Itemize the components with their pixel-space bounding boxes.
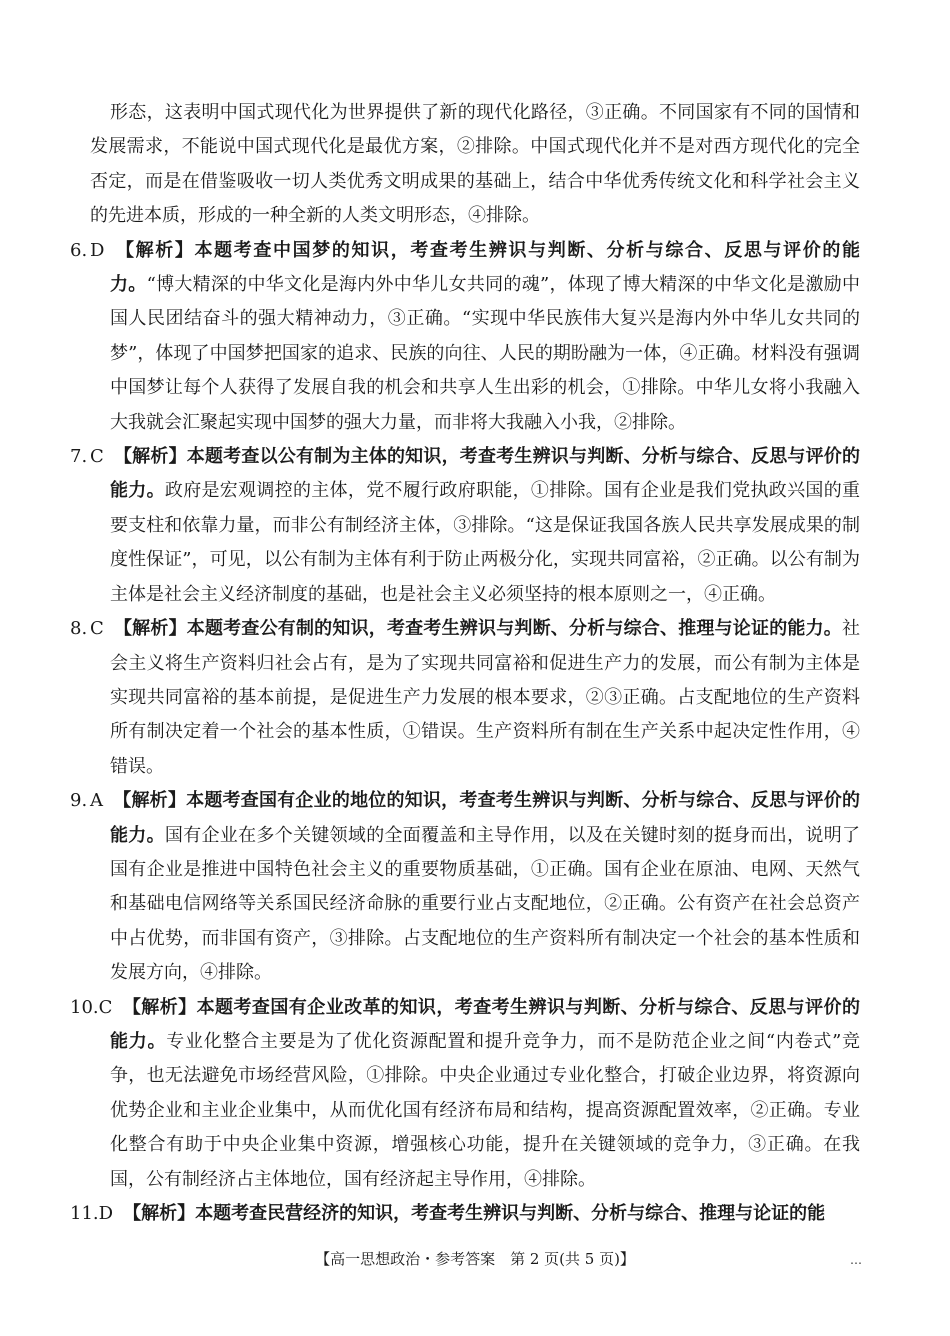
item-text: 形态，这表明中国式现代化为世界提供了新的现代化路径，③正确。不同国家有不同的国情和发展需求，不能说中国式现代化是最优方案，②排除。中国式现代化并不是对西方现代化的完全否定，而是在借鉴吸收一切人类优秀文明成果的基础上，结合中华优秀传统文化和科学社会主义的先进本质，形成的一种全新的人类文明形态，④排除。 bbox=[90, 102, 860, 227]
item-analysis-head: 【解析】本题考查民营经济的知识，考查考生辨识与判断、分析与综合、推理与论证的能 bbox=[123, 1203, 826, 1224]
answer-content bbox=[70, 96, 861, 1231]
item-analysis-head: 【解析】本题考查国有企业改革的知识，考查考生辨识与判断、分析与综合、反思与评价的能力。 bbox=[110, 996, 860, 1052]
item-analysis-head: 【解析】本题考查公有制的知识，考查考生辨识与判断、分析与综合、推理与论证的能力。 bbox=[113, 618, 842, 640]
answer-item-5-continuation bbox=[90, 96, 860, 234]
item-text: 专业化整合主要是为了优化资源配置和提升竞争力，而不是防范企业之间“内卷式”竞争，也无法避免市场经营风险，①排除。中央企业通过专业化整合，打破企业边界，将资源向优势企业和主业企业集中，从而优化国有经济布局和结构，提高资源配置效率，②正确。专业化整合有助于中央企业集中资源，增强核心功能，提升在关键领域的竞争力，③正确。在我国，公有制经济占主体地位，国有经济起主导作用，④排除。 bbox=[110, 1030, 861, 1190]
item-answer: D bbox=[98, 1203, 114, 1224]
item-number: 10. bbox=[70, 996, 99, 1018]
item-analysis-head: 【解析】本题考查中国梦的知识，考查考生辨识与判断、分析与综合、反思与评价的能力。 bbox=[110, 239, 860, 296]
answer-item-6: 6. D 【解析】本题考查中国梦的知识，考查考生辨识与判断、分析与综合、反思与评价的能力。“博大精深的中华文化是海内外中华儿女共同的魂”，体现了博大精深的中华文化是激励中国人民团结奋斗的强大精神动力，③正确。“实现中华民族伟大复兴是海内外中华儿女共同的梦”，体现了中国梦把国家的追求、民族的向往、人民的期盼融为一体，④正确。材料没有强调中国梦让每个人获得了发展自我的机会和共享人生出彩的机会，①排除。中华儿女将小我融入大我就会汇聚起实现中国梦的强大力量，而非将大我融入小我，②排除。 bbox=[70, 239, 861, 433]
footer-mark: … bbox=[850, 1253, 862, 1267]
item-answer: A bbox=[90, 790, 103, 812]
item-analysis-head: 【解析】本题考查国有企业的地位的知识，考查考生辨识与判断、分析与综合、反思与评价的能力。 bbox=[110, 790, 860, 846]
page-footer bbox=[0, 1248, 950, 1270]
item-answer: C bbox=[98, 996, 113, 1018]
item-answer: C bbox=[90, 446, 104, 468]
item-analysis-head: 【解析】本题考查以公有制为主体的知识，考查考生辨识与判断、分析与综合、反思与评价的能力。 bbox=[110, 446, 860, 502]
item-number: 11. bbox=[70, 1203, 99, 1224]
answer-item-7: 7. C 【解析】本题考查以公有制为主体的知识，考查考生辨识与判断、分析与综合、反思与评价的能力。政府是宏观调控的主体，党不履行政府职能，①排除。国有企业是我们党执政兴国的重要支柱和依靠力量，而非公有制经济主体，③排除。“这是保证我国各族人民共享发展成果的制度性保证”，可见，以公有制为主体有利于防止两极分化，实现共同富裕，②正确。以公有制为主体是社会主义经济制度的基础，也是社会主义必须坚持的根本原则之一，④正确。 bbox=[70, 446, 861, 605]
answer-item-8: 8. C 【解析】本题考查公有制的知识，考查考生辨识与判断、分析与综合、推理与论证的能力。社会主义将生产资料归社会占有，是为了实现共同富裕和促进生产力的发展，而公有制为主体是实现共同富裕的基本前提，是促进生产力发展的根本要求，②③正确。占支配地位的生产资料所有制决定着一个社会的基本性质，①错误。生产资料所有制在生产关系中起决定性作用，④错误。 bbox=[70, 618, 860, 777]
item-text: “博大精深的中华文化是海内外中华儿女共同的魂”，体现了博大精深的中华文化是激励中国人民团结奋斗的强大精神动力，③正确。“实现中华民族伟大复兴是海内外中华儿女共同的梦”，体现了中国梦把国家的追求、民族的向往、人民的期盼融为一体，④正确。材料没有强调中国梦让每个人获得了发展自我的机会和共享人生出彩的机会，①排除。中华儿女将小我融入大我就会汇聚起实现中国梦的强大力量，而非将大我融入小我，②排除。 bbox=[110, 274, 861, 433]
item-text: 社会主义将生产资料归社会占有，是为了实现共同富裕和促进生产力的发展，而公有制为主体是实现共同富裕的基本前提，是促进生产力发展的根本要求，②③正确。占支配地位的生产资料所有制决定着一个社会的基本性质，①错误。生产资料所有制在生产关系中起决定性作用，④错误。 bbox=[110, 618, 860, 777]
item-text: 政府是宏观调控的主体，党不履行政府职能，①排除。国有企业是我们党执政兴国的重要支柱和依靠力量，而非公有制经济主体，③排除。“这是保证我国各族人民共享发展成果的制度性保证”，可见，以公有制为主体有利于防止两极分化，实现共同富裕，②正确。以公有制为主体是社会主义经济制度的基础，也是社会主义必须坚持的根本原则之一，④正确。 bbox=[110, 480, 861, 605]
item-answer: C bbox=[90, 618, 104, 640]
footer-text: 【高一思想政治・参考答案 第 2 页(共 5 页)】 bbox=[315, 1250, 635, 1268]
answer-item-10 bbox=[70, 991, 861, 1197]
item-text: 国有企业在多个关键领域的全面覆盖和主导作用，以及在关键时刻的挺身而出，说明了国有企业是推进中国特色社会主义的重要物质基础，①正确。国有企业在原油、电网、天然气和基础电信网络等关系国民经济命脉的重要行业占支配地位，②正确。公有资产在社会总资产中占优势，而非国有资产，③排除。占支配地位的生产资料所有制决定一个社会的基本性质和发展方向，④排除。 bbox=[110, 824, 861, 984]
item-answer: D bbox=[90, 239, 105, 261]
answer-item-9: 9. A 【解析】本题考查国有企业的地位的知识，考查考生辨识与判断、分析与综合、反思与评价的能力。国有企业在多个关键领域的全面覆盖和主导作用，以及在关键时刻的挺身而出，说明了国有企业是推进中国特色社会主义的重要物质基础，①正确。国有企业在原油、电网、天然气和基础电信网络等关系国民经济命脉的重要行业占支配地位，②正确。公有资产在社会总资产中占优势，而非国有资产，③排除。占支配地位的生产资料所有制决定一个社会的基本性质和发展方向，④排除。 bbox=[70, 790, 861, 984]
answer-item-11 bbox=[70, 1197, 860, 1231]
